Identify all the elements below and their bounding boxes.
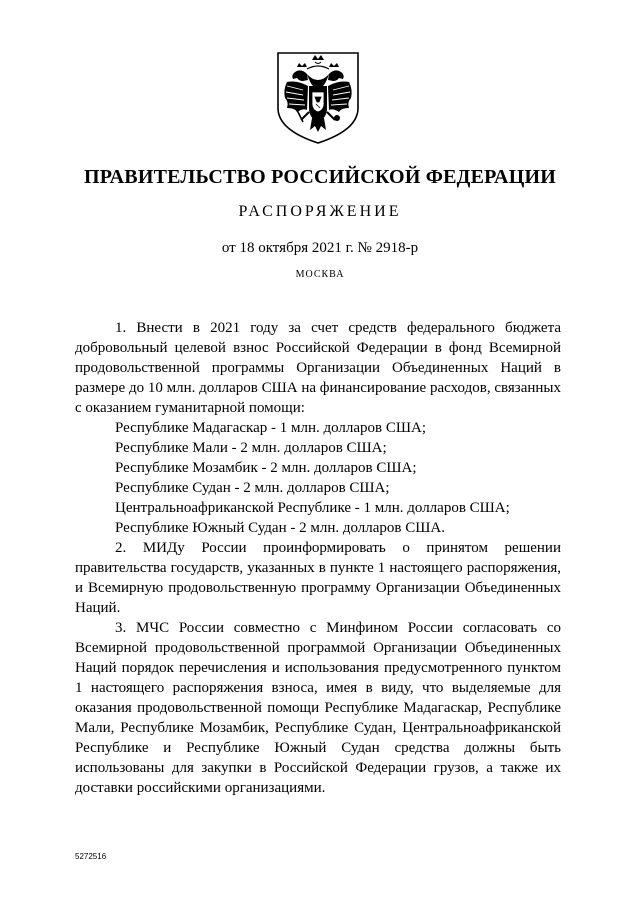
list-item-south-sudan: Республике Южный Судан - 2 млн. долларов США. bbox=[115, 520, 445, 536]
document-barcode-number: 5272516 bbox=[75, 852, 107, 861]
paragraph-2: 2. МИДу России проинформировать о принятом решении правительства государств, указанных в пункте 1 настоящего распоряжения, и Всемирную продовольственную программу Организации Объединенных Наций. bbox=[75, 540, 561, 616]
issuing-city: МОСКВА bbox=[295, 269, 345, 280]
paragraph-1: 1. Внести в 2021 году за счет средств федерального бюджета добровольный целевой взнос Российской Федерации в фонд Всемирной продовольственной программы Организации Объединенных Наций в размере до 10 млн. долларов США на финансирование расходов, связанных с оказанием гуманитарной помощи: bbox=[75, 320, 561, 416]
paragraph-3: 3. МЧС России совместно с Минфином России согласовать со Всемирной продовольственной программой Организации Объединенных Наций порядок перечисления и использования предусмотренного пунктом 1 настоящего распоряжения взноса, имея в виду, что выделяемые для оказания продовольственной помощи Республике Мадагаскар, Республике Мали, Республике Мозамбик, Республике Судан, Центральноафриканской Республике и Республике Южный Судан средства должны быть использованы для закупки в Российской Федерации грузов, а также их доставки российскими организациями. bbox=[75, 620, 561, 796]
double-headed-eagle-icon bbox=[275, 50, 361, 146]
list-item-mali: Республике Мали - 2 млн. долларов США; bbox=[115, 440, 387, 456]
list-item-central-african-republic: Центральноафриканской Республике - 1 млн. долларов США; bbox=[115, 500, 510, 516]
list-item-madagascar: Республике Мадагаскар - 1 млн. долларов США; bbox=[115, 420, 427, 436]
document-date-number: от 18 октября 2021 г. № 2918-р bbox=[221, 240, 419, 256]
document-issuer-title: ПРАВИТЕЛЬСТВО РОССИЙСКОЙ ФЕДЕРАЦИИ bbox=[84, 166, 556, 188]
list-item-sudan: Республике Судан - 2 млн. долларов США; bbox=[115, 480, 390, 496]
list-item-mozambique: Республике Мозамбик - 2 млн. долларов США; bbox=[115, 460, 417, 476]
document-body bbox=[75, 318, 561, 798]
coat-of-arms-emblem bbox=[275, 50, 361, 146]
document-type-heading: РАСПОРЯЖЕНИЕ bbox=[238, 203, 402, 220]
